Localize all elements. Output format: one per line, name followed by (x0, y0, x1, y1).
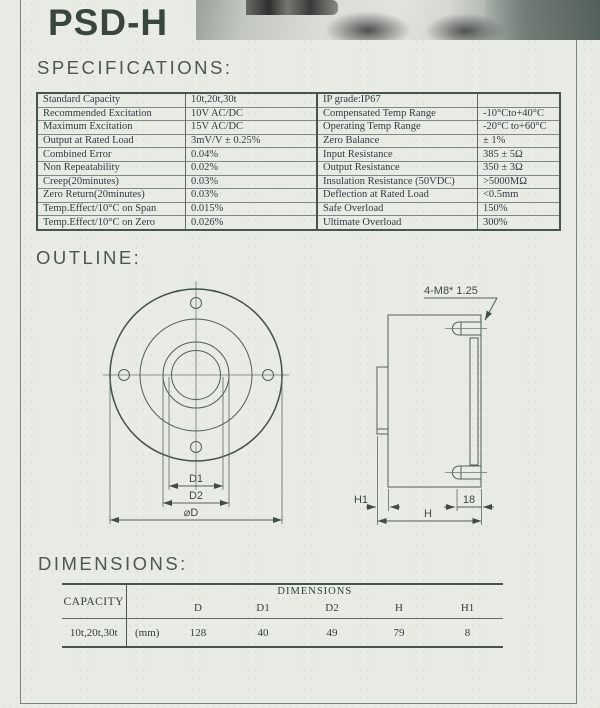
col-header-h: H (366, 598, 432, 619)
spec-label: Safe Overload (318, 202, 478, 216)
spec-row (37, 161, 317, 175)
spec-label: Creep(20minutes) (37, 175, 186, 189)
dimensions-group-header: DIMENSIONS (277, 586, 353, 597)
spec-row (318, 175, 560, 189)
dim-value-h: 79 (393, 626, 405, 639)
dimensions-heading: DIMENSIONS: (38, 553, 188, 574)
spec-row (318, 134, 560, 148)
spec-label: Maximum Excitation (37, 121, 186, 135)
spec-row (318, 148, 560, 162)
spec-table-right (318, 92, 561, 231)
spec-row (318, 202, 560, 216)
spec-value: 0.015% (186, 202, 318, 216)
spec-row (318, 93, 560, 107)
spec-row (37, 107, 317, 121)
dimensions-table (62, 583, 503, 648)
dim-value-d: 128 (189, 626, 207, 639)
spec-label: Zero Balance (318, 134, 478, 148)
side-view-drawing (354, 285, 497, 525)
spec-row (37, 202, 317, 216)
bolt-hole (119, 370, 130, 381)
spec-row (37, 189, 317, 203)
spec-row (318, 189, 560, 203)
spec-value: 0.02% (186, 161, 318, 175)
spec-label: IP grade:IP67 (323, 94, 381, 106)
front-view-drawing (103, 281, 289, 524)
spec-label: Deflection at Rated Load (318, 189, 478, 203)
unit-header-cell (126, 598, 168, 619)
spec-value: -20°C to+60°C (478, 121, 561, 135)
spec-table-left (36, 92, 318, 231)
page-border-bottom (20, 703, 577, 704)
spec-row (318, 216, 560, 230)
spec-value: 3mV/V ± 0.25% (186, 134, 318, 148)
spec-row (37, 93, 317, 107)
spec-value: 0.03% (186, 175, 318, 189)
dim-label-18: 18 (462, 494, 476, 506)
spec-label: Output at Rated Load (37, 134, 186, 148)
dim-value-h1: 8 (464, 626, 471, 639)
spec-row (37, 148, 317, 162)
spec-label: Combined Error (37, 148, 186, 162)
spec-row (37, 216, 317, 230)
spec-label: Ultimate Overload (318, 216, 478, 230)
unit-value: (mm) (135, 626, 160, 639)
spec-value: -10°Cto+40°C (478, 107, 561, 121)
dim-value-d2: 49 (326, 626, 338, 639)
spec-label: Compensated Temp Range (318, 107, 478, 121)
dim-label-h1: H1 (353, 494, 369, 506)
capacity-value: 10t,20t,30t (62, 619, 126, 648)
dim-label-h: H (424, 508, 432, 520)
dim-label-d2: D2 (188, 490, 204, 502)
outline-heading: OUTLINE: (36, 247, 142, 268)
spec-label: Operating Temp Range (318, 121, 478, 135)
spec-value: ± 1% (478, 134, 561, 148)
dim-label-d1: D1 (188, 473, 204, 485)
spec-value: 15V AC/DC (186, 121, 318, 135)
spec-label: Zero Return(20minutes) (37, 189, 186, 203)
spec-value (478, 93, 561, 107)
spec-value: 0.04% (186, 148, 318, 162)
spec-label: Non Repeatability (37, 161, 186, 175)
spec-label: Standard Capacity (43, 94, 121, 106)
spec-value: 385 ± 5Ω (478, 148, 561, 162)
spec-row (318, 161, 560, 175)
spec-value: 300% (478, 216, 561, 230)
spec-value: 0.03% (186, 189, 318, 203)
spec-value: 350 ± 3Ω (478, 161, 561, 175)
col-header-d: D (168, 598, 228, 619)
page-border-right (576, 40, 577, 703)
specifications-heading: SPECIFICATIONS: (37, 57, 233, 78)
spec-label: Temp.Effect/10°C on Zero (37, 216, 186, 230)
col-header-h1: H1 (432, 598, 503, 619)
spec-value: 0.026% (186, 216, 318, 230)
spec-value: <0.5mm (478, 189, 561, 203)
dim-label-d: ⌀D (183, 507, 199, 519)
spec-row (318, 107, 560, 121)
spec-value: >5000MΩ (478, 175, 561, 189)
photo-dark-area (485, 0, 600, 40)
specifications-table (36, 92, 561, 231)
spec-value: 10t,20t,30t (186, 93, 318, 107)
bolt-hole (191, 442, 202, 453)
side-body (388, 315, 481, 487)
flange-outer-circle (110, 289, 282, 461)
product-title: PSD-H (48, 2, 169, 43)
col-header-d2: D2 (298, 598, 366, 619)
spec-label: Insulation Resistance (50VDC) (318, 175, 478, 189)
photo-shadow (324, 11, 412, 40)
page-border-left (20, 0, 21, 703)
spec-row (37, 121, 317, 135)
spec-row (318, 121, 560, 135)
spec-label: Recommended Excitation (37, 107, 186, 121)
spec-row (37, 175, 317, 189)
spec-label: Output Resistance (318, 161, 478, 175)
dim-value-d1: 40 (257, 626, 269, 639)
spec-value: 150% (478, 202, 561, 216)
spec-value: 10V AC/DC (186, 107, 318, 121)
col-header-d1: D1 (228, 598, 298, 619)
bolt-hole (191, 298, 202, 309)
spec-row (37, 134, 317, 148)
bolt-hole (263, 370, 274, 381)
product-photo (196, 0, 600, 40)
thread-callout: 4-M8* 1.25 (424, 285, 478, 297)
spec-label: Input Resistance (318, 148, 478, 162)
capacity-header: CAPACITY (62, 584, 126, 619)
spec-label: Temp.Effect/10°C on Span (37, 202, 186, 216)
